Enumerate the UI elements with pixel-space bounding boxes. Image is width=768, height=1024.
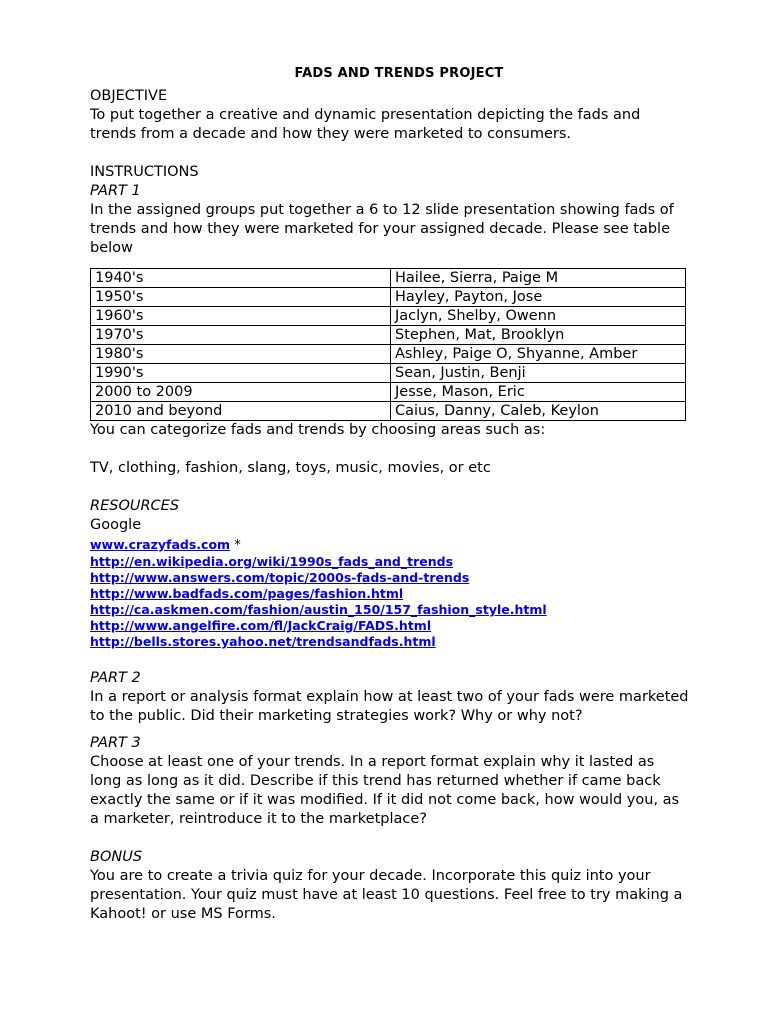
- objective-heading: OBJECTIVE: [90, 88, 168, 104]
- decade-cell: 1980's: [91, 345, 391, 364]
- members-cell: Stephen, Mat, Brooklyn: [391, 326, 686, 345]
- categories-text: TV, clothing, fashion, slang, toys, music, movies, or etc: [90, 460, 491, 476]
- part2-text: In a report or analysis format explain how at least two of your fads were marketed to the public. Did their marketing strategies work? Why or why not?: [90, 689, 689, 724]
- part1-text: In the assigned groups put together a 6 to 12 slide presentation showing fads of trends and how they were marketed for your assigned decade. Please see table below: [90, 202, 674, 256]
- first-link-row: [90, 537, 690, 554]
- resource-link[interactable]: http://www.badfads.com/pages/fashion.html: [90, 586, 404, 601]
- table-row: [91, 402, 686, 421]
- part2-heading: PART 2: [90, 670, 141, 686]
- members-cell: Sean, Justin, Benji: [391, 364, 686, 383]
- members-cell: Jaclyn, Shelby, Owenn: [391, 307, 686, 326]
- table-row: [91, 269, 686, 288]
- table-row: [91, 288, 686, 307]
- resource-link[interactable]: http://bells.stores.yahoo.net/trendsandfads.html: [90, 634, 436, 649]
- part1-heading: PART 1: [90, 183, 141, 199]
- resource-link[interactable]: http://www.angelfire.com/fl/JackCraig/FADS.html: [90, 618, 432, 633]
- decade-cell: 2010 and beyond: [91, 402, 391, 421]
- groups-table: [90, 268, 686, 421]
- table-row: [91, 307, 686, 326]
- page-title: FADS AND TRENDS PROJECT: [294, 66, 504, 81]
- resource-link[interactable]: http://www.answers.com/topic/2000s-fads-and-trends: [90, 570, 470, 585]
- members-cell: Hailee, Sierra, Paige M: [391, 269, 686, 288]
- bonus-heading: BONUS: [90, 849, 143, 865]
- members-cell: Caius, Danny, Caleb, Keylon: [391, 402, 686, 421]
- document-body: [90, 64, 690, 924]
- part3-text: Choose at least one of your trends. In a report format explain why it lasted as long as long as it did. Describe if this trend has returned whether if came back exactly the same or if it was modified. If it did not come back, how would you, as a marketer, reintroduce it to the marketplace?: [90, 754, 680, 827]
- decade-cell: 1960's: [91, 307, 391, 326]
- table-row: [91, 345, 686, 364]
- link-asterisk: *: [230, 538, 241, 553]
- members-cell: Ashley, Paige O, Shyanne, Amber: [391, 345, 686, 364]
- instructions-heading: INSTRUCTIONS: [90, 164, 199, 180]
- resource-link[interactable]: http://en.wikipedia.org/wiki/1990s_fads_and_trends: [90, 554, 454, 569]
- members-cell: Jesse, Mason, Eric: [391, 383, 686, 402]
- decade-cell: 1940's: [91, 269, 391, 288]
- resources-heading: RESOURCES: [90, 498, 180, 514]
- decade-cell: 1950's: [91, 288, 391, 307]
- resource-link[interactable]: http://ca.askmen.com/fashion/austin_150/157_fashion_style.html: [90, 602, 547, 617]
- bonus-text: You are to create a trivia quiz for your decade. Incorporate this quiz into your presentation. Your quiz must have at least 10 questions. Feel free to try making a Kahoot! or use MS Forms.: [90, 868, 683, 922]
- members-cell: Hayley, Payton, Jose: [391, 288, 686, 307]
- decade-cell: 1990's: [91, 364, 391, 383]
- resource-links: [90, 537, 690, 650]
- table-row: [91, 326, 686, 345]
- decade-cell: 2000 to 2009: [91, 383, 391, 402]
- decade-cell: 1970's: [91, 326, 391, 345]
- table-row: [91, 364, 686, 383]
- objective-text: To put together a creative and dynamic presentation depicting the fads and trends from a decade and how they were marketed to consumers.: [90, 107, 641, 142]
- resource-link[interactable]: www.crazyfads.com: [90, 537, 231, 552]
- categorize-text: You can categorize fads and trends by choosing areas such as:: [90, 422, 546, 438]
- table-row: [91, 383, 686, 402]
- part3-heading: PART 3: [90, 735, 141, 751]
- google-text: Google: [90, 517, 142, 533]
